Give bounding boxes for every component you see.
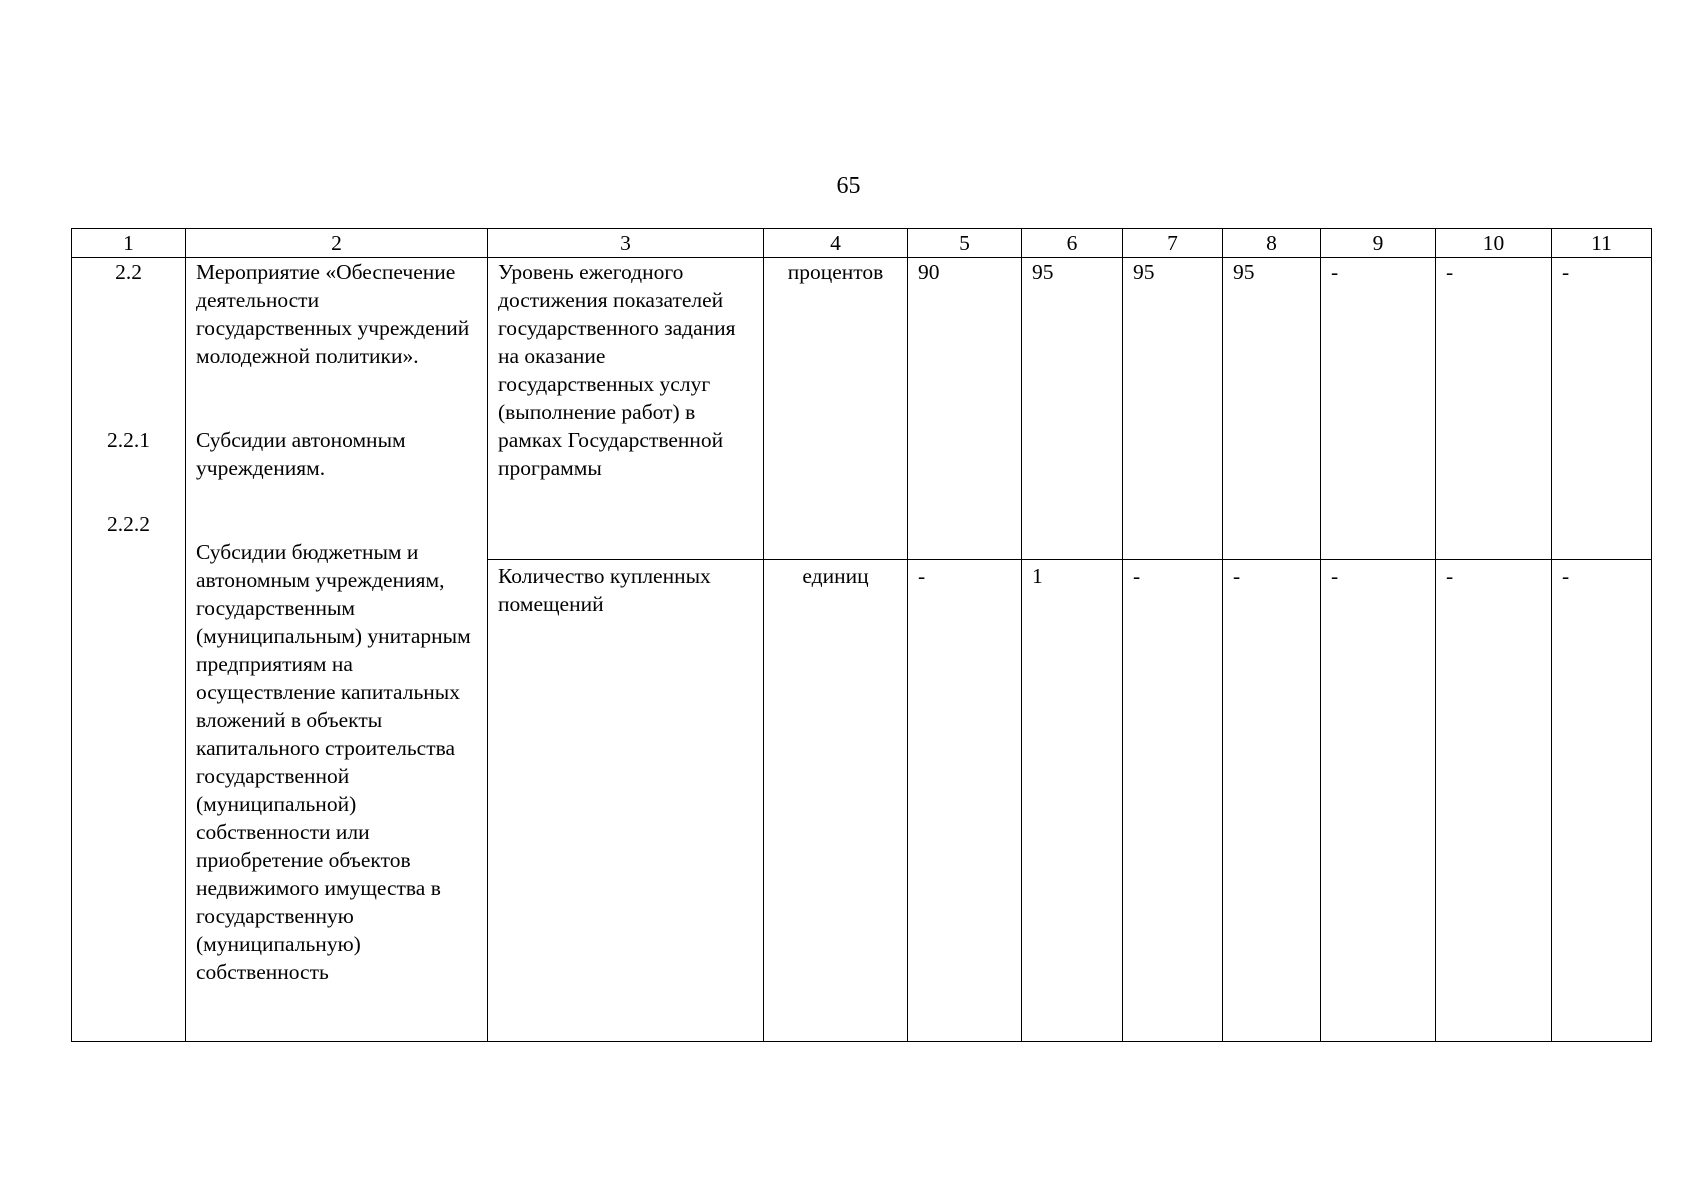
header-cell: 3 — [488, 229, 764, 258]
header-cell: 1 — [72, 229, 186, 258]
value-cell: 95 — [1022, 258, 1123, 560]
header-cell: 6 — [1022, 229, 1123, 258]
value-cell: 95 — [1223, 258, 1321, 560]
value-cell: - — [908, 560, 1022, 1042]
table-row — [72, 258, 1652, 560]
value-cell: - — [1552, 258, 1652, 560]
value-cell: 95 — [1123, 258, 1223, 560]
value-cell: - — [1321, 258, 1436, 560]
event-text: Субсидии бюджетным и автономным учреждениям, государственным (муниципальным) унитарным предприятиям на осуществление капитальных вложений в объекты капитального строительства государственной (муниципальной) собственности или приобретение объектов недвижимого имущества в государственную (муниципальную) собственность — [196, 540, 471, 984]
header-cell: 10 — [1436, 229, 1552, 258]
number-cell — [72, 258, 186, 1042]
value-cell: - — [1123, 560, 1223, 1042]
header-row — [72, 229, 1652, 258]
value-cell: - — [1436, 560, 1552, 1042]
page-number: 65 — [836, 173, 861, 199]
value-cell: - — [1552, 560, 1652, 1042]
item-number: 2.2.2 — [107, 512, 150, 536]
item-number: 2.2 — [115, 260, 142, 284]
value-cell: - — [1436, 258, 1552, 560]
header-cell: 7 — [1123, 229, 1223, 258]
event-cell — [186, 258, 488, 1042]
header-cell: 2 — [186, 229, 488, 258]
header-cell: 4 — [764, 229, 908, 258]
value-cell: - — [1321, 560, 1436, 1042]
value-cell: 90 — [908, 258, 1022, 560]
event-text: Субсидии автономным учреждениям. — [196, 428, 406, 480]
header-cell: 9 — [1321, 229, 1436, 258]
header-cell: 8 — [1223, 229, 1321, 258]
indicators-table — [71, 228, 1652, 1042]
indicator-cell: Уровень ежегодного достижения показателей государственного задания на оказание государственных услуг (выполнение работ) в рамках Государственной программы — [488, 258, 764, 560]
unit-cell: единиц — [764, 560, 908, 1042]
header-cell: 11 — [1552, 229, 1652, 258]
value-cell: 1 — [1022, 560, 1123, 1042]
unit-cell: процентов — [764, 258, 908, 560]
item-number: 2.2.1 — [107, 428, 150, 452]
header-cell: 5 — [908, 229, 1022, 258]
value-cell: - — [1223, 560, 1321, 1042]
event-text: Мероприятие «Обеспечение деятельности государственных учреждений молодежной политики». — [196, 260, 470, 368]
indicator-cell: Количество купленных помещений — [488, 560, 764, 1042]
